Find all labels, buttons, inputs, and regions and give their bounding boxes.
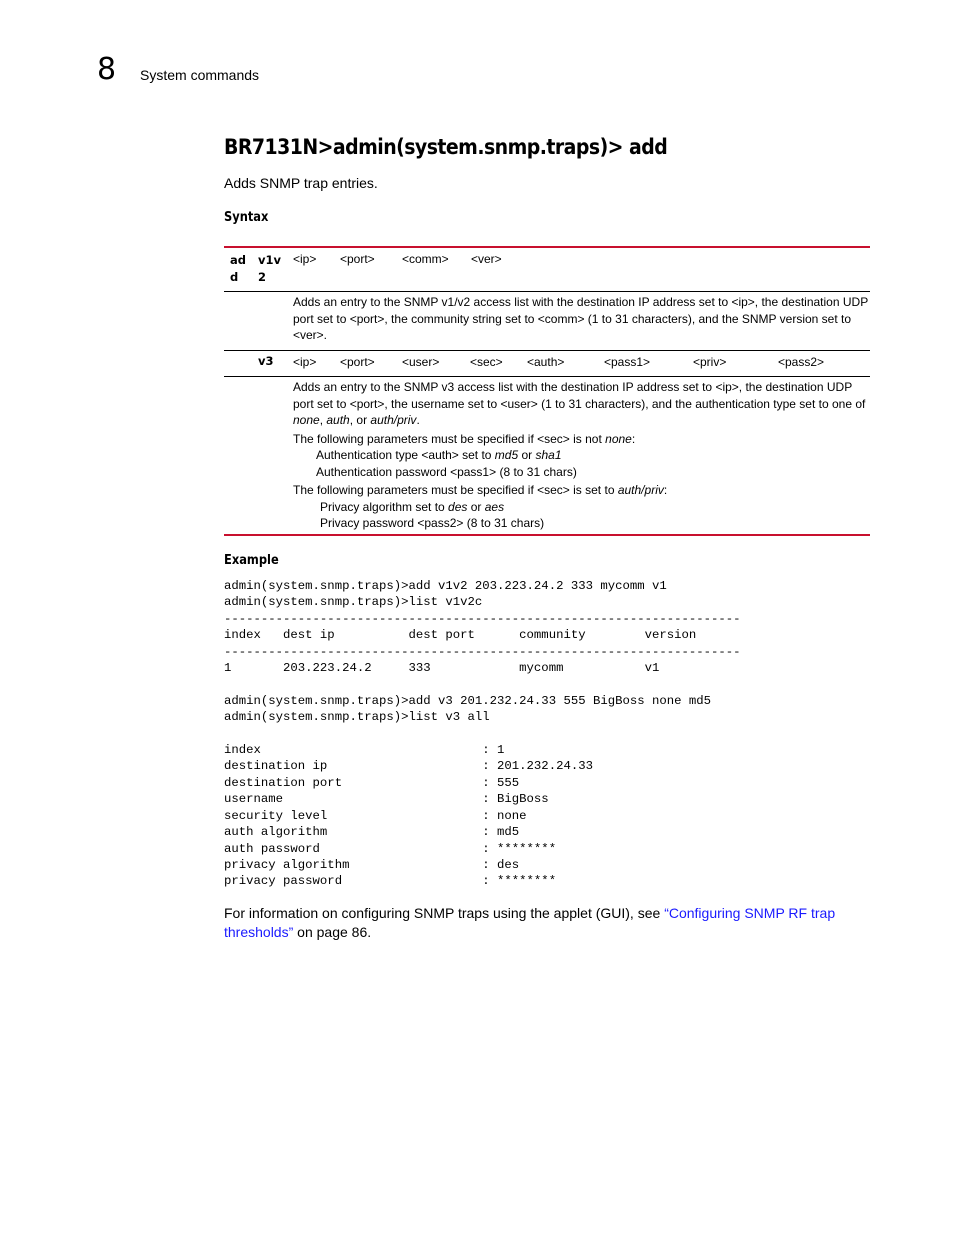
param-pass1: <pass1> (604, 355, 651, 369)
param-pass2: <pass2> (778, 355, 825, 369)
syntax-heading: Syntax (224, 210, 269, 225)
priv-requirements-intro: The following parameters must be specified if <sec> is set to auth/priv: (293, 483, 668, 497)
page-title: BR7131N>admin(system.snmp.traps)> add (224, 135, 668, 159)
param-ip: <ip> (293, 355, 317, 369)
v1v2-description: Adds an entry to the SNMP v1/v2 access list with the destination IP address set to <ip>, the destination UDP port set to <port>, the community string set to <comm> (1 to 31 characters), and the SNMP version set to <ver>. (293, 295, 868, 342)
syntax-table (224, 246, 870, 536)
syntax-row-v3 (224, 351, 870, 376)
auth-requirements-intro: The following parameters must be specified if <sec> is not none: (293, 431, 636, 446)
param-auth: <auth> (527, 355, 565, 369)
param-port: <port> (340, 252, 375, 266)
table-bottom-rule (224, 534, 870, 536)
example-heading: Example (224, 553, 279, 568)
param-comm: <comm> (402, 252, 449, 266)
version-keyword-v1v2: v1v 2 (258, 253, 281, 284)
cross-reference-paragraph: For information on configuring SNMP traps using the applet (GUI), see “Configuring SNMP RF trap thresholds” on page 86. (224, 905, 836, 940)
syntax-desc-v3 (224, 377, 870, 534)
param-ver: <ver> (471, 252, 502, 266)
cross-reference-link[interactable]: “Configuring SNMP RF trap thresholds” (224, 905, 836, 940)
priv-password-requirement: Privacy password <pass2> (8 to 31 chars) (320, 516, 545, 530)
syntax-row-v1v2 (224, 248, 870, 291)
priv-algorithm-requirement: Privacy algorithm set to des or aes (320, 499, 505, 514)
v3-desc-paragraph: Adds an entry to the SNMP v3 access list with the destination IP address set to <ip>, the destination UDP port set to <port>, the username set to <user> (1 to 31 characters), and the authentication type set to one of none, auth, or auth/priv. (293, 380, 866, 427)
command-description: Adds SNMP trap entries. (224, 175, 378, 191)
v3-description (293, 379, 868, 532)
syntax-desc-v1v2 (224, 292, 870, 350)
command-keyword-add: ad d (230, 253, 246, 284)
auth-type-requirement: Authentication type <auth> set to md5 or sha1 (316, 448, 562, 462)
auth-password-requirement: Authentication password <pass1> (8 to 31 chars) (316, 464, 577, 479)
chapter-title: System commands (140, 67, 260, 83)
example-code-block: admin(system.snmp.traps)>add v1v2 203.223.24.2 333 mycomm v1 admin(system.snmp.traps)>list v1v2c ---------------------------------------------------------------------- index dest ip dest port community version ---------------------------------------------------------------------- 1 203.223.24.2 333 mycomm v1 admin(system.snmp.traps)>add v3 201.232.24.33 555 BigBoss none md5 admin(system.snmp.traps)>list v3 all index : 1 destination ip : 201.232.24.33 destination port : 555 username : BigBoss security level : none auth algorithm : md5 auth password : ******** privacy algorithm : des privacy password : ******** (224, 579, 741, 889)
param-priv: <priv> (693, 355, 727, 369)
param-ip: <ip> (293, 252, 317, 266)
param-sec: <sec> (470, 355, 503, 369)
param-port: <port> (340, 355, 375, 369)
version-keyword-v3: v3 (258, 354, 274, 368)
chapter-number: 8 (97, 52, 117, 87)
param-user: <user> (402, 355, 440, 369)
